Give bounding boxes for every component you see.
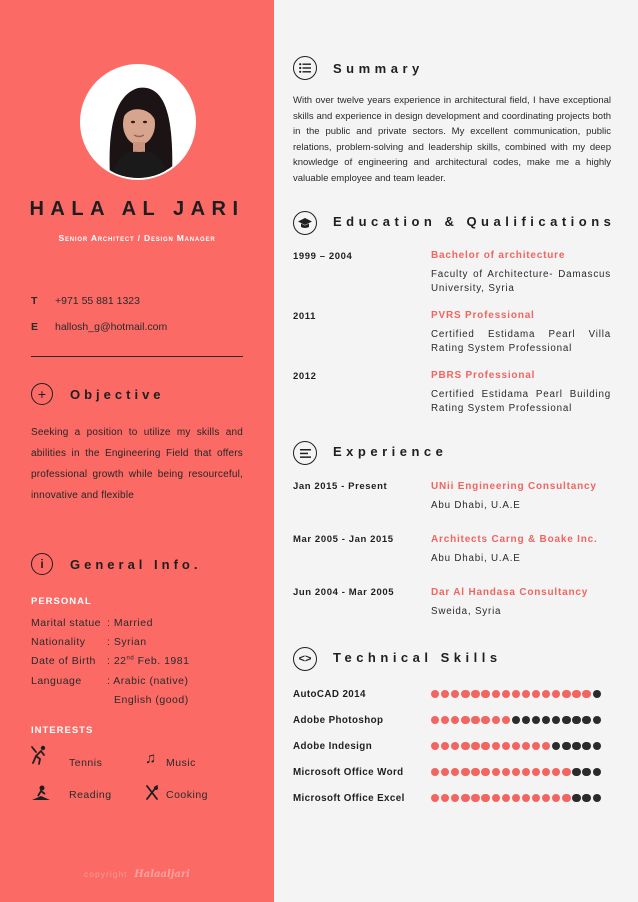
- exp-location: Abu Dhabi, U.A.E: [431, 500, 521, 511]
- phone-label: T: [31, 295, 38, 307]
- rating-dot-empty: [572, 742, 580, 750]
- rating-dot-filled: [572, 690, 580, 698]
- rating-dot-filled: [542, 768, 550, 776]
- rating-dot-empty: [582, 794, 590, 802]
- info-row-nationality: [31, 636, 147, 648]
- rating-dot-empty: [593, 742, 601, 750]
- rating-dot-filled: [492, 716, 500, 724]
- rating-dot-filled: [451, 742, 459, 750]
- profile-photo: [80, 64, 196, 180]
- rating-dot-filled: [552, 794, 560, 802]
- rating-dot-filled: [522, 690, 530, 698]
- list-icon: [293, 56, 317, 80]
- rating-dot-filled: [542, 794, 550, 802]
- summary-text: With over twelve years experience in architectural field, I have exceptional skills and experience in design development and coordinating projects both in the public and private sectors. My excellent communication, public relations, problem-solving and leadership skills, combined with my deep knowledge of engineering and architectural codes, make me a highly valuable employee and team leader.: [293, 95, 611, 184]
- info-value: Married: [113, 617, 153, 629]
- phone-number: +971 55 881 1323: [55, 295, 140, 307]
- interest-cooking: Cooking: [166, 789, 209, 801]
- info-key: Language: [31, 675, 82, 687]
- rating-dot-empty: [522, 716, 530, 724]
- info-sep: :: [107, 617, 114, 629]
- rating-dot-empty: [572, 716, 580, 724]
- rating-dot-empty: [593, 690, 601, 698]
- rating-dot-empty: [572, 794, 580, 802]
- info-key: Date of Birth: [31, 655, 96, 667]
- rating-dot-filled: [441, 690, 449, 698]
- edu-desc: Certified Estidama Pearl Villa Rating System Professional: [431, 329, 611, 354]
- info-value-dob: [114, 655, 190, 667]
- copyright-text: copyright: [84, 869, 128, 879]
- objective-heading: Objective: [70, 387, 165, 402]
- rating-dot-filled: [451, 768, 459, 776]
- dob-suffix: nd: [126, 655, 135, 662]
- candidate-title: Senior Architect / Design Manager: [58, 233, 216, 243]
- rating-dot-filled: [451, 716, 459, 724]
- skill-name: Adobe Photoshop: [293, 715, 384, 726]
- edu-date: 2012: [293, 371, 317, 382]
- info-row-language: [31, 675, 188, 687]
- interest-tennis: Tennis: [69, 757, 103, 769]
- copyright-footer: [0, 869, 274, 880]
- summary-heading: Summary: [333, 61, 424, 76]
- rating-dot-filled: [562, 690, 570, 698]
- rating-dot-filled: [532, 768, 540, 776]
- tennis-icon: [30, 745, 48, 769]
- rating-dot-filled: [532, 690, 540, 698]
- info-value: Arabic (native): [113, 675, 189, 687]
- music-note-icon: ♫: [145, 750, 157, 767]
- rating-dot-filled: [431, 742, 439, 750]
- rating-dot-filled: [562, 794, 570, 802]
- rating-dot-filled: [481, 742, 489, 750]
- rating-dot-filled: [552, 768, 560, 776]
- plus-icon: +: [31, 383, 53, 405]
- rating-dot-filled: [552, 690, 560, 698]
- rating-dot-filled: [441, 742, 449, 750]
- rating-dot-filled: [492, 690, 500, 698]
- rating-dot-empty: [552, 716, 560, 724]
- exp-date: Jan 2015 - Present: [293, 481, 388, 492]
- reading-icon: [30, 784, 52, 806]
- info-key: Marital statue: [31, 617, 102, 629]
- skill-rating: [431, 742, 601, 750]
- info-row-marital: [31, 617, 153, 629]
- rating-dot-empty: [593, 794, 601, 802]
- interest-music: Music: [166, 757, 196, 769]
- code-icon: <>: [293, 647, 317, 671]
- skill-name: Microsoft Office Word: [293, 767, 404, 778]
- edu-date: 1999 – 2004: [293, 251, 353, 262]
- experience-heading: Experience: [333, 444, 448, 459]
- rating-dot-filled: [512, 690, 520, 698]
- info-key: Nationality: [31, 636, 86, 648]
- rating-dot-filled: [441, 794, 449, 802]
- profile-photo-image: [82, 66, 194, 178]
- rating-dot-filled: [471, 794, 479, 802]
- rating-dot-filled: [502, 742, 510, 750]
- rating-dot-filled: [471, 690, 479, 698]
- rating-dot-filled: [481, 690, 489, 698]
- skill-rating: [431, 768, 601, 776]
- rating-dot-filled: [532, 742, 540, 750]
- edu-desc: Certified Estidama Pearl Building Rating System Professional: [431, 389, 611, 414]
- exp-company: Dar Al Handasa Consultancy: [431, 587, 589, 598]
- rating-dot-empty: [562, 742, 570, 750]
- rating-dot-empty: [542, 716, 550, 724]
- exp-company: UNii Engineering Consultancy: [431, 481, 597, 492]
- rating-dot-filled: [532, 794, 540, 802]
- dob-day: 22: [113, 655, 127, 667]
- signature: Halaaljari: [134, 869, 190, 880]
- info-row-language-2: [114, 694, 189, 706]
- rating-dot-empty: [572, 768, 580, 776]
- info-icon: i: [31, 553, 53, 575]
- rating-dot-filled: [471, 768, 479, 776]
- info-value: English (good): [114, 694, 189, 706]
- rating-dot-filled: [461, 690, 469, 698]
- skill-name: Adobe Indesign: [293, 741, 373, 752]
- edu-title: PVRS Professional: [431, 310, 535, 321]
- rating-dot-filled: [431, 768, 439, 776]
- rating-dot-filled: [461, 716, 469, 724]
- rating-dot-filled: [451, 690, 459, 698]
- rating-dot-filled: [562, 768, 570, 776]
- skill-name: AutoCAD 2014: [293, 689, 366, 700]
- rating-dot-filled: [512, 742, 520, 750]
- info-value: Syrian: [113, 636, 147, 648]
- edu-date: 2011: [293, 311, 317, 322]
- rating-dot-empty: [552, 742, 560, 750]
- rating-dot-filled: [481, 768, 489, 776]
- education-heading: Education & Qualifications: [333, 214, 616, 229]
- exp-date: Mar 2005 - Jan 2015: [293, 534, 394, 545]
- rating-dot-filled: [431, 690, 439, 698]
- rating-dot-filled: [522, 794, 530, 802]
- exp-date: Jun 2004 - Mar 2005: [293, 587, 395, 598]
- exp-location: Abu Dhabi, U.A.E: [431, 553, 521, 564]
- skills-heading: Technical Skills: [333, 650, 502, 665]
- rating-dot-filled: [431, 716, 439, 724]
- graduation-cap-icon: [293, 211, 317, 235]
- rating-dot-filled: [502, 716, 510, 724]
- rating-dot-filled: [481, 716, 489, 724]
- rating-dot-filled: [441, 716, 449, 724]
- email-label: E: [31, 321, 39, 333]
- email-address: hallosh_g@hotmail.com: [55, 321, 168, 333]
- edu-title: Bachelor of architecture: [431, 250, 566, 261]
- rating-dot-empty: [582, 768, 590, 776]
- rating-dot-filled: [502, 794, 510, 802]
- sidebar-divider: [31, 356, 243, 357]
- rating-dot-empty: [512, 716, 520, 724]
- sidebar: [0, 0, 274, 902]
- candidate-name: HALA AL JARI: [29, 198, 245, 220]
- rating-dot-filled: [502, 690, 510, 698]
- skill-rating: [431, 794, 601, 802]
- rating-dot-filled: [492, 742, 500, 750]
- rating-dot-filled: [512, 794, 520, 802]
- skill-name: Microsoft Office Excel: [293, 793, 405, 804]
- skill-rating: [431, 690, 601, 698]
- rating-dot-filled: [492, 768, 500, 776]
- info-sep: :: [107, 655, 114, 667]
- cooking-icon: [145, 785, 159, 805]
- exp-location: Sweida, Syria: [431, 606, 502, 617]
- menu-icon: [293, 441, 317, 465]
- rating-dot-filled: [461, 742, 469, 750]
- edu-title: PBRS Professional: [431, 370, 536, 381]
- rating-dot-filled: [481, 794, 489, 802]
- rating-dot-empty: [593, 768, 601, 776]
- info-row-dob: [31, 655, 189, 667]
- rating-dot-filled: [461, 768, 469, 776]
- exp-company: Architects Carng & Boake Inc.: [431, 534, 598, 545]
- rating-dot-empty: [593, 716, 601, 724]
- rating-dot-filled: [461, 794, 469, 802]
- rating-dot-filled: [522, 768, 530, 776]
- rating-dot-empty: [562, 716, 570, 724]
- dob-rest: Feb. 1981: [134, 655, 190, 667]
- rating-dot-filled: [451, 794, 459, 802]
- rating-dot-filled: [512, 768, 520, 776]
- rating-dot-filled: [441, 768, 449, 776]
- rating-dot-empty: [582, 716, 590, 724]
- rating-dot-filled: [492, 794, 500, 802]
- rating-dot-filled: [582, 690, 590, 698]
- interests-heading: INTERESTS: [31, 725, 94, 736]
- phone-row: [31, 295, 140, 307]
- info-sep: :: [107, 636, 114, 648]
- rating-dot-filled: [542, 690, 550, 698]
- skill-rating: [431, 716, 601, 724]
- info-sep: :: [107, 675, 114, 687]
- rating-dot-filled: [471, 716, 479, 724]
- rating-dot-filled: [542, 742, 550, 750]
- rating-dot-filled: [522, 742, 530, 750]
- rating-dot-filled: [502, 768, 510, 776]
- edu-desc: Faculty of Architecture- Damascus University, Syria: [431, 269, 611, 294]
- interest-reading: Reading: [69, 789, 112, 801]
- rating-dot-empty: [582, 742, 590, 750]
- personal-heading: PERSONAL: [31, 596, 92, 607]
- objective-text: Seeking a position to utilize my skills and abilities in the Engineering Field that offers professional growth while being resourceful, innovative and flexible: [31, 427, 243, 501]
- email-row: [31, 321, 167, 333]
- general-info-heading: General Info.: [70, 557, 202, 572]
- rating-dot-empty: [532, 716, 540, 724]
- rating-dot-filled: [431, 794, 439, 802]
- rating-dot-filled: [471, 742, 479, 750]
